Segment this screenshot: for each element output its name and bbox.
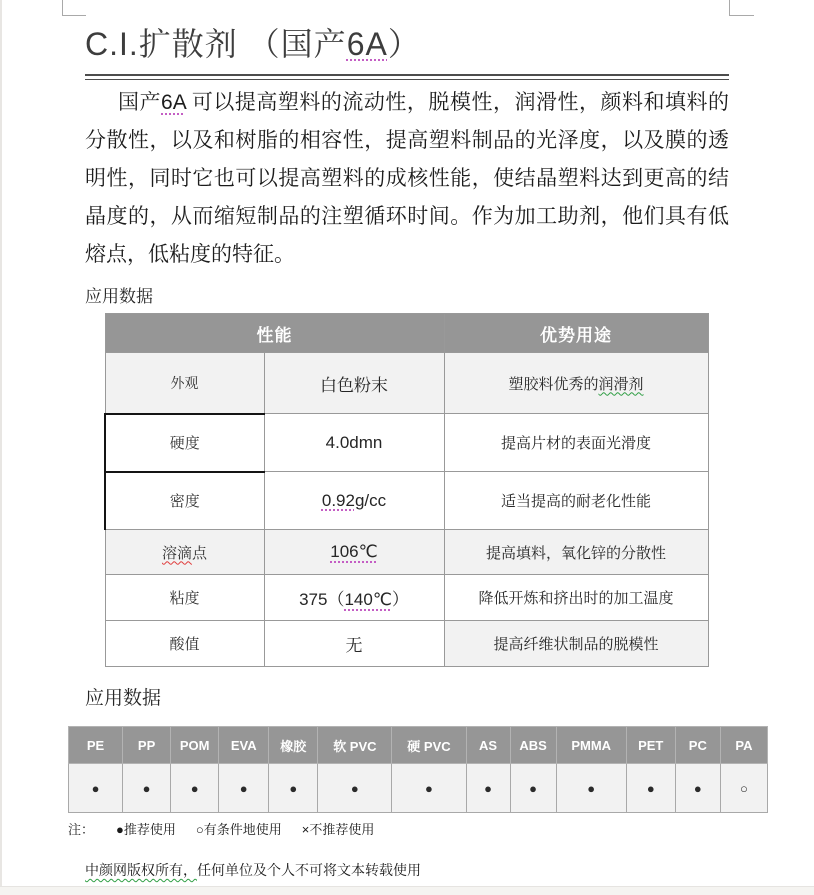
- properties-header-row: [105, 314, 708, 353]
- col-pp: PP: [123, 727, 171, 764]
- table-row-density: [105, 472, 708, 530]
- rating-rigid-pvc: ●: [392, 764, 466, 813]
- legend-label: 注：: [68, 822, 95, 837]
- rating-as: ●: [466, 764, 510, 813]
- title-text: C.I.扩散剂 （国产: [85, 26, 347, 62]
- title-spellcheck-text: 6A: [346, 26, 388, 62]
- use-text: 塑胶料优秀的: [508, 375, 599, 393]
- cell-value: [264, 530, 444, 575]
- title-text-suffix: ）: [387, 26, 421, 62]
- table-row-acid-value: [105, 621, 708, 667]
- cell-use: 提高片材的表面光滑度: [444, 414, 708, 472]
- rating-pc: ●: [675, 764, 720, 813]
- copyright-text: 任何单位及个人不可将文本转载使用: [197, 862, 421, 878]
- col-abs: ABS: [510, 727, 556, 764]
- application-table: [68, 726, 768, 813]
- cell-label: 酸值: [105, 621, 264, 667]
- application-header-row: [69, 727, 768, 764]
- cell-use: 适当提高的耐老化性能: [444, 472, 708, 530]
- use-spellcheck-text: 润滑剂: [598, 375, 644, 393]
- cell-value: 4.0dmn: [264, 414, 444, 472]
- cell-use: [444, 353, 708, 414]
- intro-text-rest: 可以提高塑料的流动性，脱模性，润滑性，颜料和填料的分散性，以及和树脂的相容性，提高塑料制品的光泽度，以及膜的透明性，同时它也可以提高塑料的成核性能，使结晶塑料达到更高的结晶度的，从而缩短制品的注塑循环时间。作为加工助剂，他们具有低熔点，低粘度的特征。: [85, 91, 729, 266]
- copyright-spellcheck-text: 中颜网版权所有，: [85, 862, 197, 878]
- cell-label: 粘度: [105, 575, 264, 621]
- application-rating-row: [69, 764, 768, 813]
- value-text: g/cc: [354, 490, 387, 510]
- rating-eva: ●: [219, 764, 269, 813]
- cell-value: 无: [264, 621, 444, 667]
- rating-abs: ●: [510, 764, 556, 813]
- col-pa: PA: [720, 727, 767, 764]
- cell-use: 提高纤维状制品的脱模性: [444, 621, 708, 667]
- properties-table: [104, 313, 709, 667]
- copyright-notice: [85, 860, 729, 880]
- intro-paragraph: [85, 84, 729, 274]
- table-row-viscosity: [105, 575, 708, 621]
- table-row-drop-point: [105, 530, 708, 575]
- col-pc: PC: [675, 727, 720, 764]
- cell-value: [264, 575, 444, 621]
- value-text-suffix: ）: [391, 590, 409, 609]
- rating-rubber: ●: [269, 764, 318, 813]
- page-left-edge: [0, 0, 2, 895]
- header-advantage: 优势用途: [444, 314, 708, 353]
- cell-label: 硬度: [105, 414, 264, 472]
- rating-pet: ●: [626, 764, 675, 813]
- rating-pom: ●: [171, 764, 219, 813]
- intro-text: 国产: [118, 91, 162, 114]
- value-spellcheck-text: 140℃: [344, 590, 392, 609]
- margin-corner-mark-left: [62, 0, 86, 16]
- margin-corner-mark-right: [729, 0, 754, 16]
- cell-label: 外观: [105, 353, 264, 414]
- cell-value: 白色粉末: [264, 353, 444, 414]
- title-divider: [85, 74, 729, 80]
- cell-label: [105, 530, 264, 575]
- rating-pe: ●: [69, 764, 123, 813]
- legend-conditional: ○有条件地使用: [195, 822, 282, 837]
- cell-label: 密度: [105, 472, 264, 530]
- col-eva: EVA: [219, 727, 269, 764]
- value-spellcheck-text: 0.92: [321, 490, 355, 510]
- rating-pa: ○: [720, 764, 767, 813]
- page-title: [85, 22, 729, 66]
- document-content: [68, 22, 753, 880]
- col-rubber: 橡胶: [269, 727, 318, 764]
- section-heading-properties: 应用数据: [85, 287, 153, 306]
- rating-pp: ●: [123, 764, 171, 813]
- intro-spellcheck-text: 6A: [161, 91, 186, 114]
- cell-value: [264, 472, 444, 530]
- page-bottom-edge: [0, 886, 814, 895]
- label-spellcheck-text: 溶滴: [161, 544, 192, 562]
- rating-soft-pvc: ●: [318, 764, 392, 813]
- col-pe: PE: [69, 727, 123, 764]
- col-pet: PET: [626, 727, 675, 764]
- table-row-appearance: [105, 353, 708, 414]
- rating-pmma: ●: [556, 764, 626, 813]
- table-row-hardness: [105, 414, 708, 472]
- col-pom: POM: [171, 727, 219, 764]
- cell-use: 提高填料，氧化锌的分散性: [444, 530, 708, 575]
- col-as: AS: [466, 727, 510, 764]
- header-performance: 性能: [105, 314, 444, 353]
- value-text: 375（: [299, 590, 345, 609]
- label-text: 点: [192, 544, 208, 562]
- col-pmma: PMMA: [556, 727, 626, 764]
- legend: [68, 819, 729, 838]
- legend-not-recommended: ×不推荐使用: [301, 822, 375, 837]
- cell-use: 降低开炼和挤出时的加工温度: [444, 575, 708, 621]
- section-heading-applications: 应用数据: [85, 688, 162, 709]
- value-spellcheck-text: 106℃: [330, 542, 378, 561]
- col-rigid-pvc: 硬 PVC: [392, 727, 466, 764]
- col-soft-pvc: 软 PVC: [318, 727, 392, 764]
- legend-recommended: ●推荐使用: [116, 822, 176, 837]
